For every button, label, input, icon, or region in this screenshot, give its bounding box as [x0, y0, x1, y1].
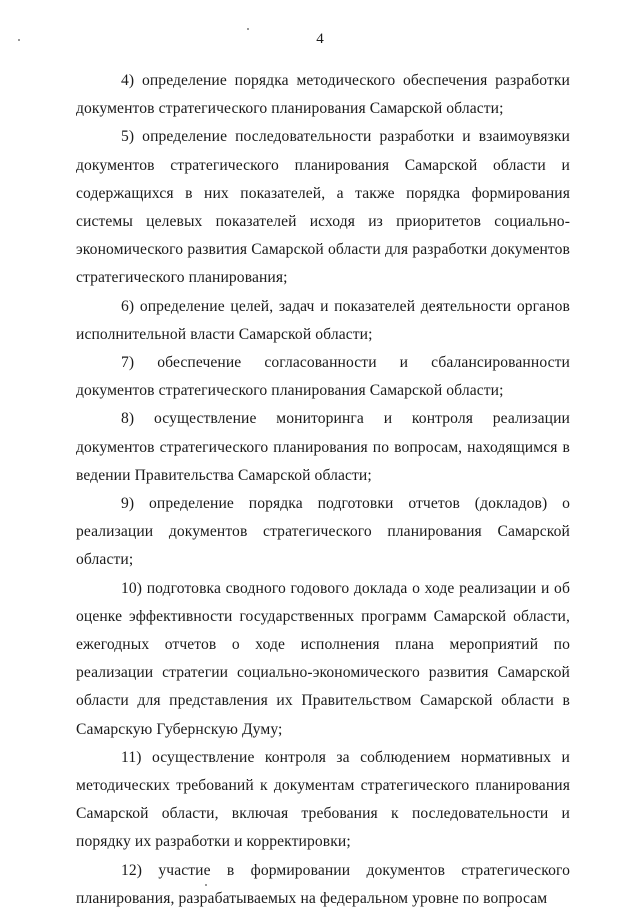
scan-speck: [18, 39, 20, 41]
paragraph-item-11: 11) осуществление контроля за соблюдением нормативных и методических требований к документам стратегического планирования Самарской области, включая требования к последовательности и порядку их разработки и корректировки;: [76, 748, 570, 851]
paragraph-item-12: 12) участие в формировании документов стратегического планирования, разрабатываемых на федеральном уровне по вопросам: [76, 861, 570, 907]
paragraph-item-7: 7) обеспечение согласованности и сбалансированности документов стратегического планирования Самарской области;: [76, 354, 570, 400]
paragraph-item-5: 5) определение последовательности разработки и взаимоувязки документов стратегического планирования Самарской области и содержащихся в них показателей, а также порядка формирования системы целевых показателей исходя из приоритетов социально-экономического развития Самарской области для разработки документов стратегического планирования;: [76, 128, 570, 287]
paragraph-item-8: 8) осуществление мониторинга и контроля реализации документов стратегического планирования по вопросам, находящимся в ведении Правительства Самарской области;: [76, 410, 570, 484]
paragraph-item-10: 10) подготовка сводного годового доклада о ходе реализации и об оценке эффективности государственных программ Самарской области, ежегодных отчетов о ходе исполнения плана мероприятий по реализации стратегии социально-экономического развития Самарской области для представления их Правительством Самарской области в Самарскую Губернскую Думу;: [76, 579, 570, 738]
document-body: [76, 67, 570, 913]
scan-speck: [205, 884, 207, 886]
paragraph-item-6: 6) определение целей, задач и показателей деятельности органов исполнительной власти Самарской области;: [76, 297, 570, 343]
paragraph-item-4: 4) определение порядка методического обеспечения разработки документов стратегического планирования Самарской области;: [76, 72, 570, 118]
paragraph-item-9: 9) определение порядка подготовки отчетов (докладов) о реализации документов стратегического планирования Самарской области;: [76, 495, 570, 569]
scan-speck: [247, 28, 249, 30]
page-number: 4: [316, 31, 324, 47]
